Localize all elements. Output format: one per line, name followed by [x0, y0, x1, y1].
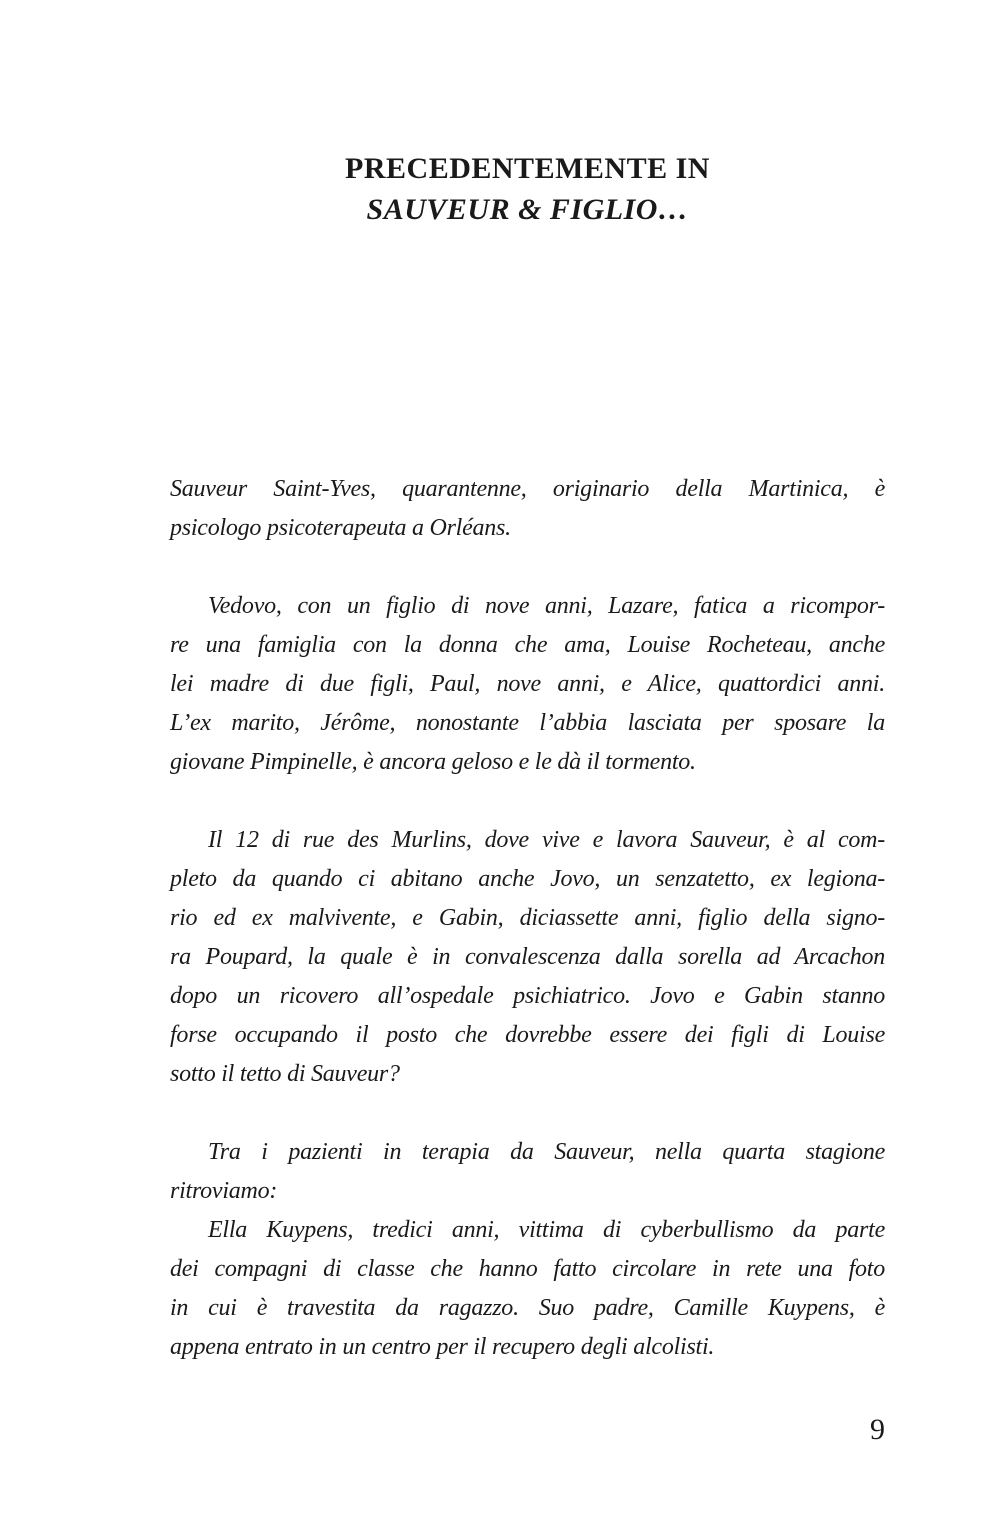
paragraph — [170, 587, 885, 782]
text-line: Vedovo, con un figlio di nove anni, Lazare, fatica a ricompor- — [208, 593, 885, 619]
text-line: Tra i pazienti in terapia da Sauveur, nella quarta stagione — [208, 1139, 885, 1165]
paragraph — [170, 1211, 885, 1367]
paragraph — [170, 821, 885, 1094]
text-line: ritroviamo: — [170, 1178, 278, 1204]
text-line: Il 12 di rue des Murlins, dove vive e lavora Sauveur, è al com- — [208, 827, 885, 853]
text-line: re una famiglia con la donna che ama, Louise Rocheteau, anche — [170, 632, 885, 658]
chapter-title-line-2: SAUVEUR & FIGLIO… — [366, 193, 689, 226]
page-footer — [170, 1410, 885, 1450]
chapter-title-line-1: PRECEDENTEMENTE IN — [345, 152, 710, 185]
page-number: 9 — [870, 1413, 885, 1446]
body-text — [170, 470, 885, 1367]
text-line: Sauveur Saint-Yves, quarantenne, originario della Martinica, è — [170, 476, 885, 502]
text-line: Ella Kuypens, tredici anni, vittima di cyberbullismo da parte — [208, 1217, 885, 1243]
text-line: ra Poupard, la quale è in convalescenza dalla sorella ad Arcachon — [170, 944, 885, 970]
text-line: dopo un ricovero all’ospedale psichiatrico. Jovo e Gabin stanno — [170, 983, 885, 1009]
text-line: dei compagni di classe che hanno fatto circolare in rete una foto — [170, 1256, 885, 1282]
text-line: sotto il tetto di Sauveur? — [170, 1061, 400, 1087]
paragraph — [170, 1133, 885, 1211]
text-line: rio ed ex malvivente, e Gabin, diciassette anni, figlio della signo- — [170, 905, 885, 931]
text-line: in cui è travestita da ragazzo. Suo padre, Camille Kuypens, è — [170, 1295, 885, 1321]
text-line: pleto da quando ci abitano anche Jovo, un senzatetto, ex legiona- — [170, 866, 885, 892]
chapter-title — [170, 148, 885, 230]
text-line: lei madre di due figli, Paul, nove anni, e Alice, quattordici anni. — [170, 671, 885, 697]
text-line: psicologo psicoterapeuta a Orléans. — [170, 515, 511, 541]
text-line: L’ex marito, Jérôme, nonostante l’abbia lasciata per sposare la — [170, 710, 885, 736]
text-line: appena entrato in un centro per il recupero degli alcolisti. — [170, 1334, 715, 1360]
paragraph — [170, 470, 885, 548]
text-line: forse occupando il posto che dovrebbe essere dei figli di Louise — [170, 1022, 885, 1048]
text-line: giovane Pimpinelle, è ancora geloso e le dà il tormento. — [170, 749, 696, 775]
